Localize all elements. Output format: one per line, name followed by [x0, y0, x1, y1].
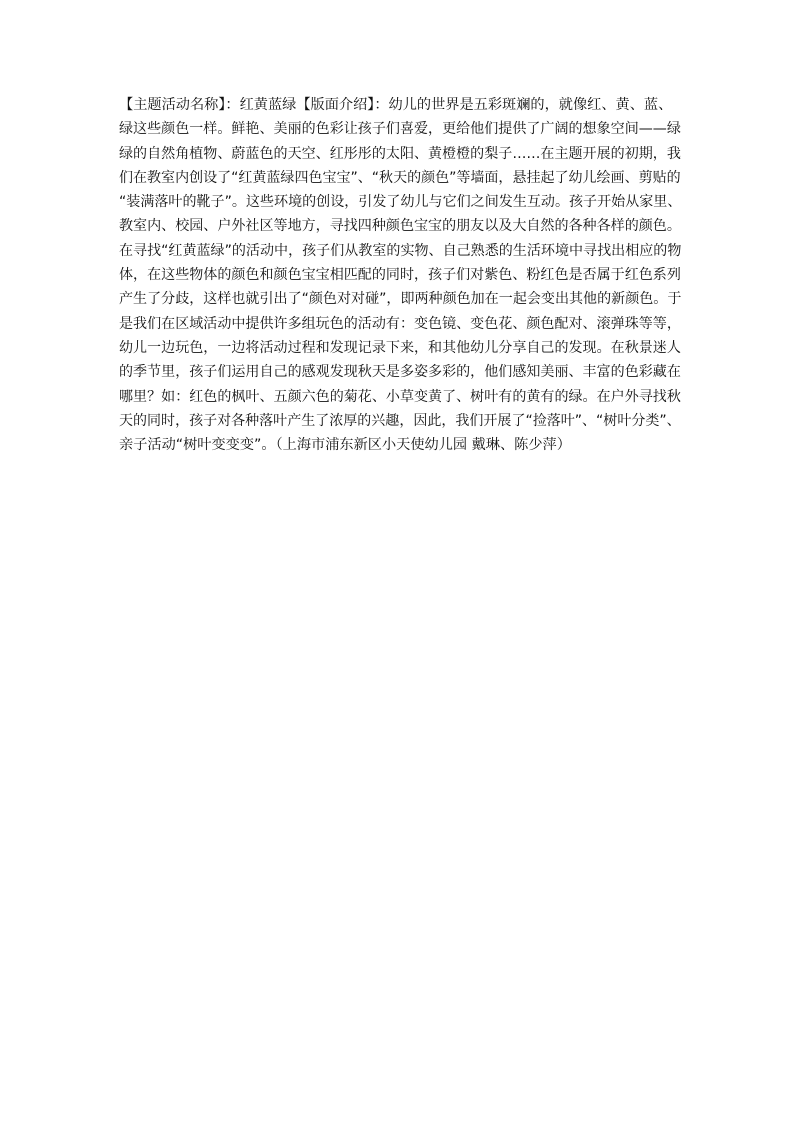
- paragraph-line: “装满落叶的靴子”。这些环境的创设，引发了幼儿与它们之间发生互动。孩子开始从家里、: [119, 194, 681, 211]
- paragraph-line: 绿的自然角植物、蔚蓝色的天空、红彤彤的太阳、黄橙橙的梨子……在主题开展的初期，我: [119, 145, 681, 162]
- paragraph-line: 在寻找“红黄蓝绿”的活动中，孩子们从教室的实物、自己熟悉的生活环境中寻找出相应的物: [119, 242, 681, 259]
- paragraph-line: 产生了分歧，这样也就引出了“颜色对对碰”，即两种颜色加在一起会变出其他的新颜色。于: [119, 291, 681, 308]
- paragraph-line: 体，在这些物体的颜色和颜色宝宝相匹配的同时，孩子们对紫色、粉红色是否属于红色系列: [119, 267, 681, 284]
- paragraph-line: 的季节里，孩子们运用自己的感观发现秋天是多姿多彩的，他们感知美丽、丰富的色彩藏在: [119, 364, 681, 381]
- body-paragraph: [119, 93, 681, 457]
- paragraph-line: 亲子活动“树叶变变变”。（上海市浦东新区小天使幼儿园 戴琳、陈少萍）: [119, 437, 571, 454]
- paragraph-line: 【主题活动名称】：红黄蓝绿【版面介绍】：幼儿的世界是五彩斑斓的，就像红、黄、蓝、: [119, 97, 673, 113]
- paragraph-line: 幼儿一边玩色，一边将活动过程和发现记录下来，和其他幼儿分享自己的发现。在秋景迷人: [119, 339, 681, 356]
- paragraph-line: 教室内、校园、户外社区等地方，寻找四种颜色宝宝的朋友以及大自然的各种各样的颜色。: [119, 218, 681, 235]
- paragraph-line: 哪里？如：红色的枫叶、五颜六色的菊花、小草变黄了、树叶有的黄有的绿。在户外寻找秋: [119, 388, 681, 405]
- paragraph-line: 是我们在区域活动中提供许多组玩色的活动有：变色镜、变色花、颜色配对、滚弹珠等等，: [119, 315, 681, 332]
- paragraph-line: 天的同时，孩子对各种落叶产生了浓厚的兴趣，因此，我们开展了“捡落叶”、“树叶分类”、: [119, 412, 681, 429]
- paragraph-line: 绿这些颜色一样。鲜艳、美丽的色彩让孩子们喜爱，更给他们提供了广阔的想象空间——绿: [119, 121, 681, 138]
- paragraph-line: 们在教室内创设了“红黄蓝绿四色宝宝”、“秋天的颜色”等墙面，悬挂起了幼儿绘画、剪贴的: [119, 169, 681, 186]
